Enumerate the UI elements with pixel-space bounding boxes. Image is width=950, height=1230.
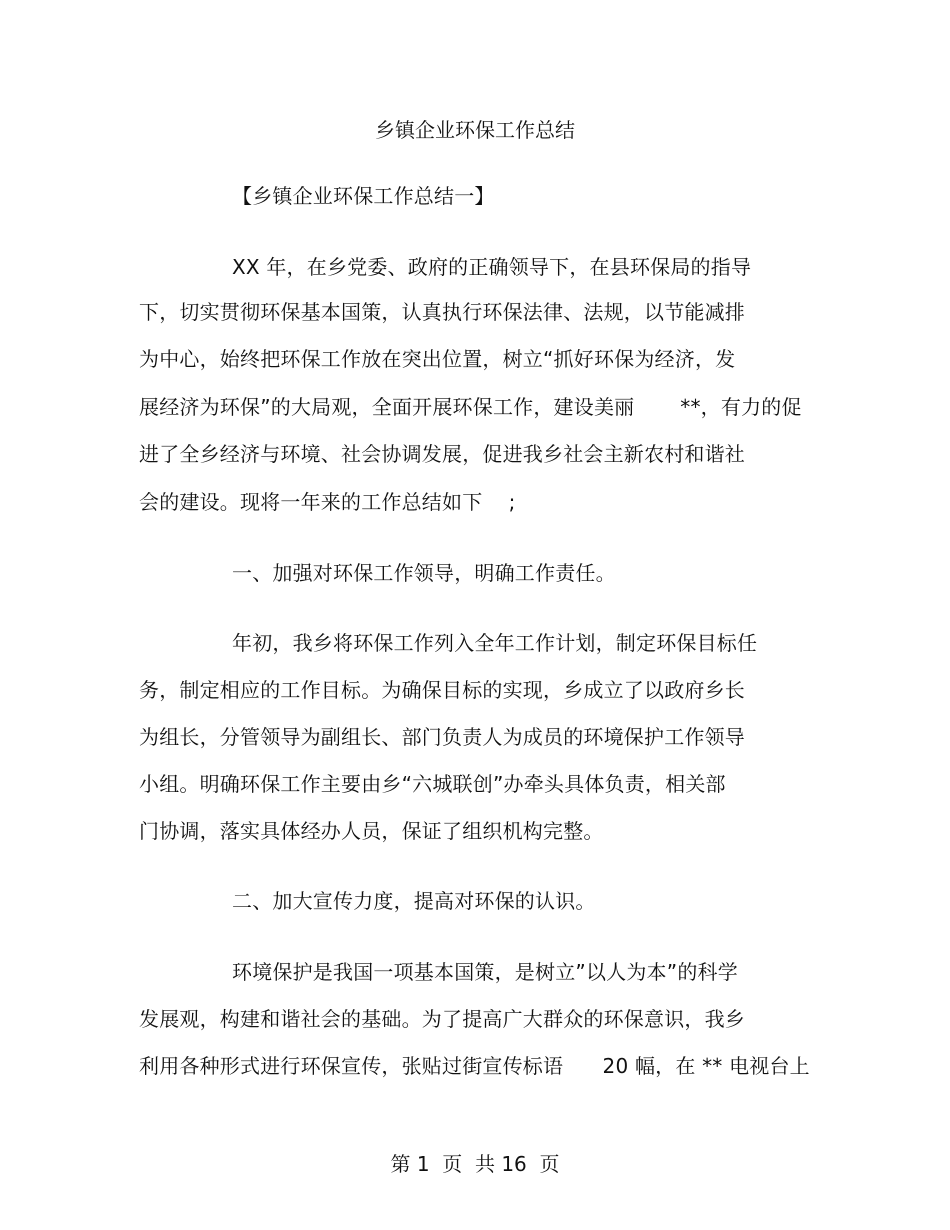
document-title: 乡镇企业环保工作总结: [375, 118, 575, 142]
paragraph-3-line-2: 发展观，构建和谐社会的基础。为了提高广大群众的环保意识，我乡: [139, 1007, 745, 1031]
section-heading-2: 二、加大宣传力度，提高对环保的认识。: [232, 889, 596, 913]
paragraph-2-line-1: 年初，我乡将环保工作列入全年工作计划，制定环保目标任: [232, 631, 758, 655]
paragraph-1-line-5: 进了全乡经济与环境、社会协调发展，促进我乡社会主新农村和谐社: [139, 442, 745, 466]
paragraph-1-line-1: XX 年，在乡党委、政府的正确领导下，在县环保局的指导: [232, 255, 752, 279]
section-subtitle: 【乡镇企业环保工作总结一】: [232, 184, 495, 208]
paragraph-2-line-2: 务，制定相应的工作目标。为确保目标的实现，乡成立了以政府乡长: [139, 678, 745, 702]
paragraph-1-line-2: 下，切实贯彻环保基本国策，认真执行环保法律、法规，以节能减排: [139, 300, 745, 324]
paragraph-3-line-1: 环境保护是我国一项基本国策，是树立”以人为本”的科学: [232, 960, 738, 984]
paragraph-2-line-4: 小组。明确环保工作主要由乡“六城联创”办牵头具体负责，相关部: [139, 772, 726, 796]
paragraph-3-line-3: 利用各种形式进行环保宣传，张贴过街宣传标语 20 幅，在 ** 电视台上: [139, 1054, 810, 1078]
section-heading-1: 一、加强对环保工作领导，明确工作责任。: [232, 561, 616, 585]
paragraph-1-line-6: 会的建设。现将一年来的工作总结如下 ;: [139, 490, 516, 514]
paragraph-2-line-3: 为组长，分管领导为副组长、部门负责人为成员的环境保护工作领导: [139, 725, 745, 749]
paragraph-2-line-5: 门协调，落实具体经办人员，保证了组织机构完整。: [139, 819, 604, 843]
paragraph-1-line-3: 为中心，始终把环保工作放在突出位置，树立“抓好环保为经济，发: [139, 347, 736, 371]
page-footer: 第 1 页 共 16 页: [390, 1152, 560, 1176]
paragraph-1-line-4: 展经济为环保”的大局观，全面开展环保工作，建设美丽 **，有力的促: [139, 395, 802, 419]
